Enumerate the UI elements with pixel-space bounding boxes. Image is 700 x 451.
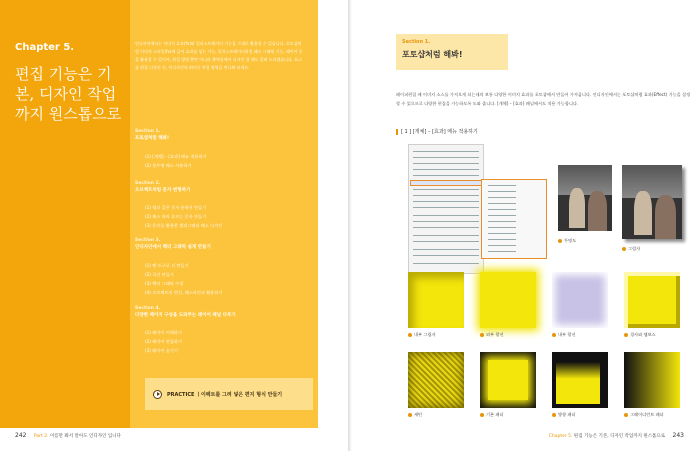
menu-line xyxy=(413,221,479,222)
submenu-line xyxy=(488,245,516,246)
toc-item: (1) 레이어 이해하기 xyxy=(145,330,182,335)
toc-section-2-items xyxy=(145,203,222,230)
toc-section-2-title: 오브젝트처럼 문자 변형하기 xyxy=(135,188,191,193)
menu-line xyxy=(413,227,479,228)
toc-item: (2) 레이어 편집하기 xyxy=(145,339,182,344)
menu-line xyxy=(413,175,479,176)
left-footer-part: Part 2. xyxy=(33,434,49,439)
caption-directional-feather: 방향 페더 xyxy=(552,412,576,418)
chapter-intro: 인디자인에서는 이미지 효과(fx)와 일러스트레이터 기능을 그대로 활용할 수 있습니다. 포토샵처럼 이미지 스타일(fx)에 들어 효과를 넣는 기능, 일러스트레이터처럼 패스 그래픽 기능, 레이어 등을 활용할 수 있어서, 편집 방법 뿐만 아니라 출력물에서 디자인 할 때도 알려 드리겠습니다. 표스를 편집 디자인 등, 인디자인의 뛰어난 작업 영역을 만나봐 보세요. xyxy=(135,41,303,70)
menu-line xyxy=(413,163,479,164)
section-heading-card xyxy=(396,34,508,70)
submenu-line xyxy=(488,209,516,210)
thumb-directional-feather xyxy=(552,352,608,408)
menu-line xyxy=(413,151,479,152)
menu-line xyxy=(413,249,479,250)
toc-item: (2) 곡선 만들기 xyxy=(145,272,174,277)
photo-drop-shadow xyxy=(622,165,682,239)
submenu-line xyxy=(488,227,516,228)
toc-section-1-num: Section 1. xyxy=(135,129,161,134)
submenu-line xyxy=(488,239,516,240)
menu-line xyxy=(413,263,479,264)
thumb-satin xyxy=(408,352,464,408)
right-page-number: 243 xyxy=(672,432,684,439)
thumb-inner-glow xyxy=(552,272,608,328)
menu-line xyxy=(413,235,479,236)
submenu-line xyxy=(488,197,516,198)
toc-item: (3) 레이어 숨기기 xyxy=(145,348,178,353)
caption-basic-feather: 기본 페더 xyxy=(480,412,504,418)
caption-gradient-feather: 그레이디언트 페더 xyxy=(624,412,664,418)
effects-submenu xyxy=(481,179,547,259)
toc-section-4-num: Section 4. xyxy=(135,306,161,311)
menu-line xyxy=(413,241,479,242)
left-page xyxy=(0,0,348,451)
practice-banner xyxy=(145,378,313,410)
submenu-line xyxy=(488,191,516,192)
right-page xyxy=(352,0,700,451)
right-footer xyxy=(549,432,684,439)
toc-section-3-heading xyxy=(135,237,211,251)
caption-inner-glow: 내부 광선 xyxy=(552,332,576,338)
right-footer-text: 편집 기능은 기본, 디자인 작업까지 원스톱으로 xyxy=(573,434,666,439)
toc-section-4-title: 다양한 페이지 구성을 도와주는 레이어 패널 다루기 xyxy=(135,313,236,318)
submenu-line xyxy=(488,185,516,186)
chapter-label: Chapter 5. xyxy=(15,42,75,53)
play-icon xyxy=(153,390,162,399)
toc-section-4-items xyxy=(145,328,182,355)
submenu-line xyxy=(488,203,516,204)
step-marker xyxy=(396,129,398,135)
toc-section-1-heading xyxy=(135,128,169,142)
right-footer-chapter: Chapter 5. xyxy=(548,434,573,439)
toc-item: (1) [개체] – [효과] 메뉴 적용하기 xyxy=(145,154,207,159)
toc-item: (3) 문자를 활용한 캘리그래피 패스 디자인 xyxy=(145,223,223,228)
menu-line xyxy=(413,195,479,196)
caption-transparency: 투명도 xyxy=(558,238,576,244)
left-footer-text: 이름만 봐서 알아도 인디자인 입니다 xyxy=(49,434,121,439)
section-description: 페이퍼편집 때 이미지 소스를 가져오게 되는데의 보통 다양한 이미지 효과를 포토샵에서 만들어 가져옵니다. 인디자인에서는 포토샵처럼 효과(Effect) 기능을 설정할 수 있으므로 다양한 편집을 가능하도록 도와 줍니다. [개체] – [효과] 패널에서도 적용 가능합니다. xyxy=(396,92,691,106)
thumb-bevel-emboss xyxy=(624,272,680,328)
menu-line xyxy=(413,157,479,158)
toc-item: (1) 꺾쇠 같은 문자 윤곽선 만들기 xyxy=(145,205,207,210)
menu-line xyxy=(413,201,479,202)
caption-inner-shadow: 내부 그림자 xyxy=(408,332,436,338)
menu-line xyxy=(413,189,479,190)
thumb-basic-feather xyxy=(480,352,536,408)
section-number: Section 1. xyxy=(402,39,431,45)
caption-outer-glow: 외부 광선 xyxy=(480,332,504,338)
toc-item: (2) 패스 따라 흐르는 문자 만들기 xyxy=(145,214,207,219)
caption-drop-shadow: 그림자 xyxy=(622,246,640,252)
thumb-inner-shadow xyxy=(408,272,464,328)
toc-section-3-num: Section 3. xyxy=(135,238,161,243)
thumb-outer-glow xyxy=(480,272,536,328)
toc-section-1-title: 포토샵처럼 해봐! xyxy=(135,136,170,141)
menu-line xyxy=(413,255,479,256)
menu-screenshot xyxy=(408,144,484,274)
menu-line xyxy=(413,169,479,170)
practice-label: PRACTICE ㅣ이펙트를 그려 넣은 편지 형식 만들기 xyxy=(167,391,283,398)
toc-section-2-num: Section 2. xyxy=(135,181,161,186)
toc-section-3-items xyxy=(145,261,222,297)
toc-section-4-heading xyxy=(135,305,236,319)
menu-line xyxy=(413,207,479,208)
menu-line xyxy=(413,215,479,216)
toc-section-3-title: 인디자인에서 벡터 그래픽 쉽게 만들기 xyxy=(135,245,211,250)
submenu-line xyxy=(488,215,516,216)
submenu-line xyxy=(488,233,516,234)
step-title-text: [ 1 ] [개체] – [효과] 메뉴 적용하기 xyxy=(401,129,478,135)
chapter-title: 편집 기능은 기본, 디자인 작업까지 원스톱으로 xyxy=(15,65,122,123)
left-footer xyxy=(15,432,121,439)
menu-highlight xyxy=(410,180,483,186)
section-title: 포토샵처럼 해봐! xyxy=(402,50,463,59)
toc-item: (4) 오브젝트의 변신, 패스파인더 활용하기 xyxy=(145,290,223,295)
toc-section-1-items xyxy=(145,152,207,170)
submenu-line xyxy=(488,251,516,252)
caption-satin: 새틴 xyxy=(408,412,422,418)
caption-bevel-emboss: 경사와 엠보스 xyxy=(624,332,656,338)
submenu-line xyxy=(488,221,516,222)
left-page-number: 242 xyxy=(15,432,27,439)
toc-item: (1) 펜 도구로 선 만들기 xyxy=(145,263,189,268)
photo-transparency xyxy=(558,165,612,231)
toc-item: (3) 벡터 그래픽 수정 xyxy=(145,281,184,286)
toc-item: (2) 불투명 패스 사용하기 xyxy=(145,163,192,168)
thumb-gradient-feather xyxy=(624,352,680,408)
toc-section-2-heading xyxy=(135,180,190,194)
step-title xyxy=(396,128,478,135)
